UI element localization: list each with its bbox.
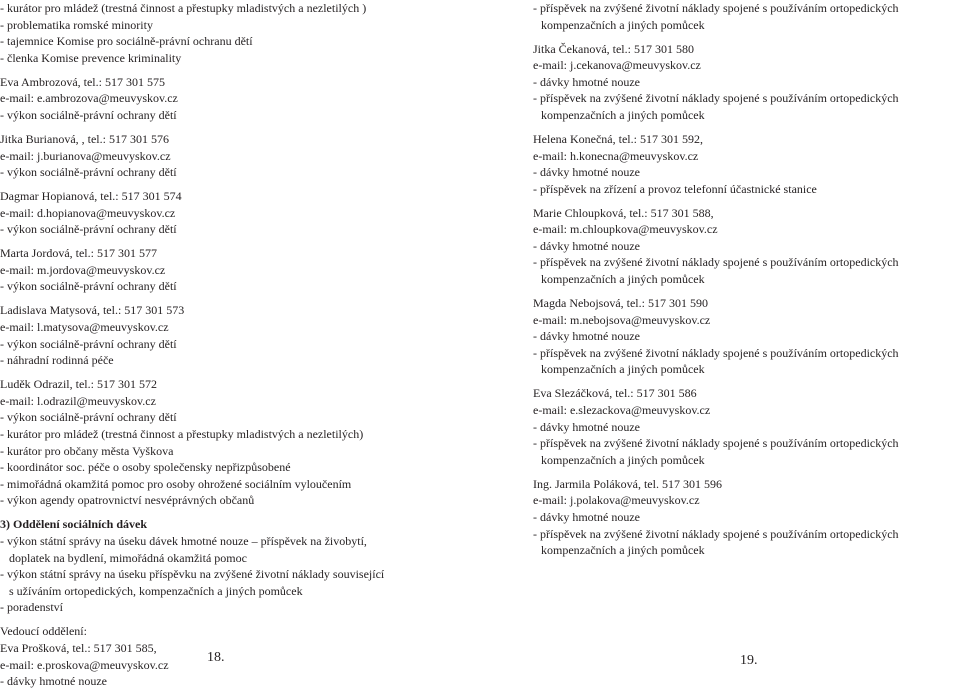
contact-name-phone: Jitka Burianová, , tel.: 517 301 576 [0,131,169,146]
duty-line: - výkon sociálně-právní ochrany dětí [0,410,177,425]
duty-line: - dávky hmotné nouze [533,329,640,344]
duty-line: - výkon sociálně-právní ochrany dětí [0,107,177,122]
duty-line: - kurátor pro občany města Vyškova [0,443,174,458]
contact-email: e-mail: e.ambrozova@meuvyskov.cz [0,91,178,106]
duty-line: - dávky hmotné nouze [0,674,107,689]
duty-line: - mimořádná okamžitá pomoc pro osoby ohrožené sociálním vyloučením [0,476,352,491]
duty-line: kompenzačních a jiných pomůcek [541,107,705,122]
section-block [0,516,470,616]
contact-name-phone: Ing. Jarmila Poláková, tel. 517 301 596 [533,476,722,491]
contact-block [0,376,470,509]
contact-block [533,476,953,559]
duty-line: - výkon státní správy na úseku dávek hmotné nouze – příspěvek na živobytí, [0,533,367,548]
duty-line: kompenzačních a jiných pomůcek [541,543,705,558]
contact-name-phone: Jitka Čekanová, tel.: 517 301 580 [533,41,694,56]
contact-name-phone: Helena Konečná, tel.: 517 301 592, [533,131,703,146]
block [533,0,953,33]
duty-line: - příspěvek na zvýšené životní náklady spojené s používáním ortopedických [533,526,899,541]
contact-name-phone: Eva Prošková, tel.: 517 301 585, [0,640,157,655]
contact-email: e-mail: d.hopianova@meuvyskov.cz [0,205,176,220]
contact-block [0,623,470,689]
duty-line: - dávky hmotné nouze [533,238,640,253]
contact-block [533,131,953,197]
duty-line: - dávky hmotné nouze [533,165,640,180]
contact-name-phone: Eva Ambrozová, tel.: 517 301 575 [0,74,165,89]
duty-line: - výkon sociálně-právní ochrany dětí [0,336,177,351]
contact-email: e-mail: m.jordova@meuvyskov.cz [0,262,166,277]
contact-block [0,188,470,238]
role-label: Vedoucí oddělení: [0,624,87,639]
contact-name-phone: Dagmar Hopianová, tel.: 517 301 574 [0,189,182,204]
duty-line: kompenzačních a jiných pomůcek [541,362,705,377]
duty-line: - příspěvek na zřízení a provoz telefonní účastnické stanice [533,181,817,196]
duty-line: s užíváním ortopedických, kompenzačních a jiných pomůcek [9,583,303,598]
contact-block [533,41,953,124]
duty-line: - výkon agendy opatrovnictví nesvéprávných občanů [0,493,255,508]
duty-line: - poradenství [0,600,63,615]
duty-line: - příspěvek na zvýšené životní náklady spojené s používáním ortopedických [533,255,899,270]
page-number-left: 18. [207,650,225,665]
duty-line: - dávky hmotné nouze [533,419,640,434]
contact-name-phone: Marie Chloupková, tel.: 517 301 588, [533,205,714,220]
contact-block [0,74,470,124]
contact-name-phone: Luděk Odrazil, tel.: 517 301 572 [0,377,157,392]
duty-line: - dávky hmotné nouze [533,74,640,89]
text-line: - členka Komise prevence kriminality [0,50,182,65]
block [0,0,470,66]
duty-line: - příspěvek na zvýšené životní náklady spojené s používáním ortopedických [533,345,899,360]
text-line: - problematika romské minority [0,17,153,32]
duty-line: - příspěvek na zvýšené životní náklady spojené s používáním ortopedických [533,436,899,451]
text-line: - tajemnice Komise pro sociálně-právní ochranu dětí [0,34,253,49]
duty-line: doplatek na bydlení, mimořádná okamžitá pomoc [9,550,247,565]
duty-line: kompenzačních a jiných pomůcek [541,452,705,467]
duty-line: - výkon sociálně-právní ochrany dětí [0,165,177,180]
contact-name-phone: Ladislava Matysová, tel.: 517 301 573 [0,303,185,318]
duty-line: - výkon státní správy na úseku příspěvku na zvýšené životní náklady související [0,567,385,582]
duty-line: - náhradní rodinná péče [0,353,114,368]
duty-line: kompenzačních a jiných pomůcek [541,17,705,32]
contact-block [533,205,953,288]
text-line: - kurátor pro mládež (trestná činnost a přestupky mladistvých a nezletilých ) [0,1,367,15]
duty-line: kompenzačních a jiných pomůcek [541,272,705,287]
contact-email: e-mail: l.odrazil@meuvyskov.cz [0,393,156,408]
left-page-column [0,0,470,690]
page-number-right: 19. [740,653,758,668]
contact-email: e-mail: j.cekanova@meuvyskov.cz [533,58,701,73]
contact-email: e-mail: m.nebojsova@meuvyskov.cz [533,312,711,327]
contact-block [533,385,953,468]
contact-email: e-mail: h.konecna@meuvyskov.cz [533,148,699,163]
contact-email: e-mail: l.matysova@meuvyskov.cz [0,320,169,335]
contact-email: e-mail: e.proskova@meuvyskov.cz [0,657,169,672]
contact-email: e-mail: j.burianova@meuvyskov.cz [0,148,171,163]
contact-block [533,295,953,378]
duty-line: - výkon sociálně-právní ochrany dětí [0,222,177,237]
contact-name-phone: Eva Slezáčková, tel.: 517 301 586 [533,386,697,401]
duty-line: - příspěvek na zvýšené životní náklady spojené s používáním ortopedických [533,1,899,15]
contact-block [0,131,470,181]
duty-line: - kurátor pro mládež (trestná činnost a přestupky mladistvých a nezletilých) [0,427,364,441]
contact-block [0,245,470,295]
duty-line: - koordinátor soc. péče o osoby společensky nepřizpůsobené [0,460,291,475]
contact-email: e-mail: e.slezackova@meuvyskov.cz [533,403,711,418]
duty-line: - příspěvek na zvýšené životní náklady spojené s používáním ortopedických [533,91,899,106]
contact-name-phone: Magda Nebojsová, tel.: 517 301 590 [533,296,708,311]
contact-block [0,302,470,368]
right-page-column [533,0,953,559]
contact-email: e-mail: m.chloupkova@meuvyskov.cz [533,222,718,237]
section-heading: 3) Oddělení sociálních dávek [0,517,148,532]
duty-line: - dávky hmotné nouze [533,509,640,524]
duty-line: - výkon sociálně-právní ochrany dětí [0,279,177,294]
contact-email: e-mail: j.polakova@meuvyskov.cz [533,493,700,508]
contact-name-phone: Marta Jordová, tel.: 517 301 577 [0,246,157,261]
